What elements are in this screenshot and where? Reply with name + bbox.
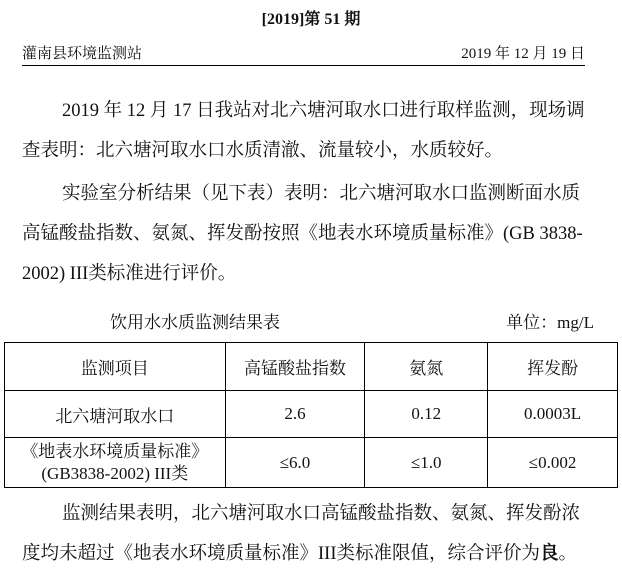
paragraph-lab-analysis [22,174,597,294]
table-unit: 单位：mg/L [506,313,594,332]
table-row [5,391,618,438]
table-row [5,438,618,488]
cell-standard-line2: (GB3838-2002) III类 [41,463,189,483]
table-header-row [5,343,618,391]
header-volatile-phenol: 挥发酚 [488,343,618,391]
cell-phenol-limit: ≤0.002 [488,438,618,488]
cell-standard [5,438,226,488]
cell-ammonia-limit: ≤1.0 [365,438,488,488]
overall-rating: 良 [539,544,559,564]
header-permanganate-index: 高锰酸盐指数 [225,343,365,391]
table-caption: 饮用水水质监测结果表 [110,313,280,332]
paragraph-sampling [22,91,597,171]
paragraph-conclusion-text: 监测结果表明，北六塘河取水口高锰酸盐指数、氨氮、挥发酚浓度均未超过《地表水环境质量标准》III类标准限值，综合评价为 [22,504,581,564]
cell-site: 北六塘河取水口 [5,391,226,438]
paragraph-conclusion-end: 。 [558,544,578,564]
report-date: 2019 年 12 月 19 日 [461,46,585,62]
paragraph-conclusion [22,494,597,574]
header-ammonia-nitrogen: 氨氮 [365,343,488,391]
results-table [4,342,618,488]
cell-standard-line1: 《地表水环境质量标准》 [21,441,209,461]
header-monitoring-item: 监测项目 [5,343,226,391]
cell-phenol: 0.0003L [488,391,618,438]
cell-ammonia: 0.12 [365,391,488,438]
paragraph-sampling-text: 2019 年 12 月 17 日我站对北六塘河取水口进行取样监测，现场调查表明：北六塘河取水口水质清澈、流量较小，水质较好。 [22,101,585,161]
report-header [22,44,585,66]
paragraph-lab-analysis-text: 实验室分析结果（见下表）表明：北六塘河取水口监测断面水质高锰酸盐指数、氨氮、挥发酚按照《地表水环境质量标准》(GB 3838-2002) III类标准进行评价。 [22,184,583,284]
cell-permanganate: 2.6 [225,391,365,438]
organization-name: 灌南县环境监测站 [22,46,143,62]
cell-permanganate-limit: ≤6.0 [225,438,365,488]
issue-number: [2019]第 51 期 [261,11,361,28]
